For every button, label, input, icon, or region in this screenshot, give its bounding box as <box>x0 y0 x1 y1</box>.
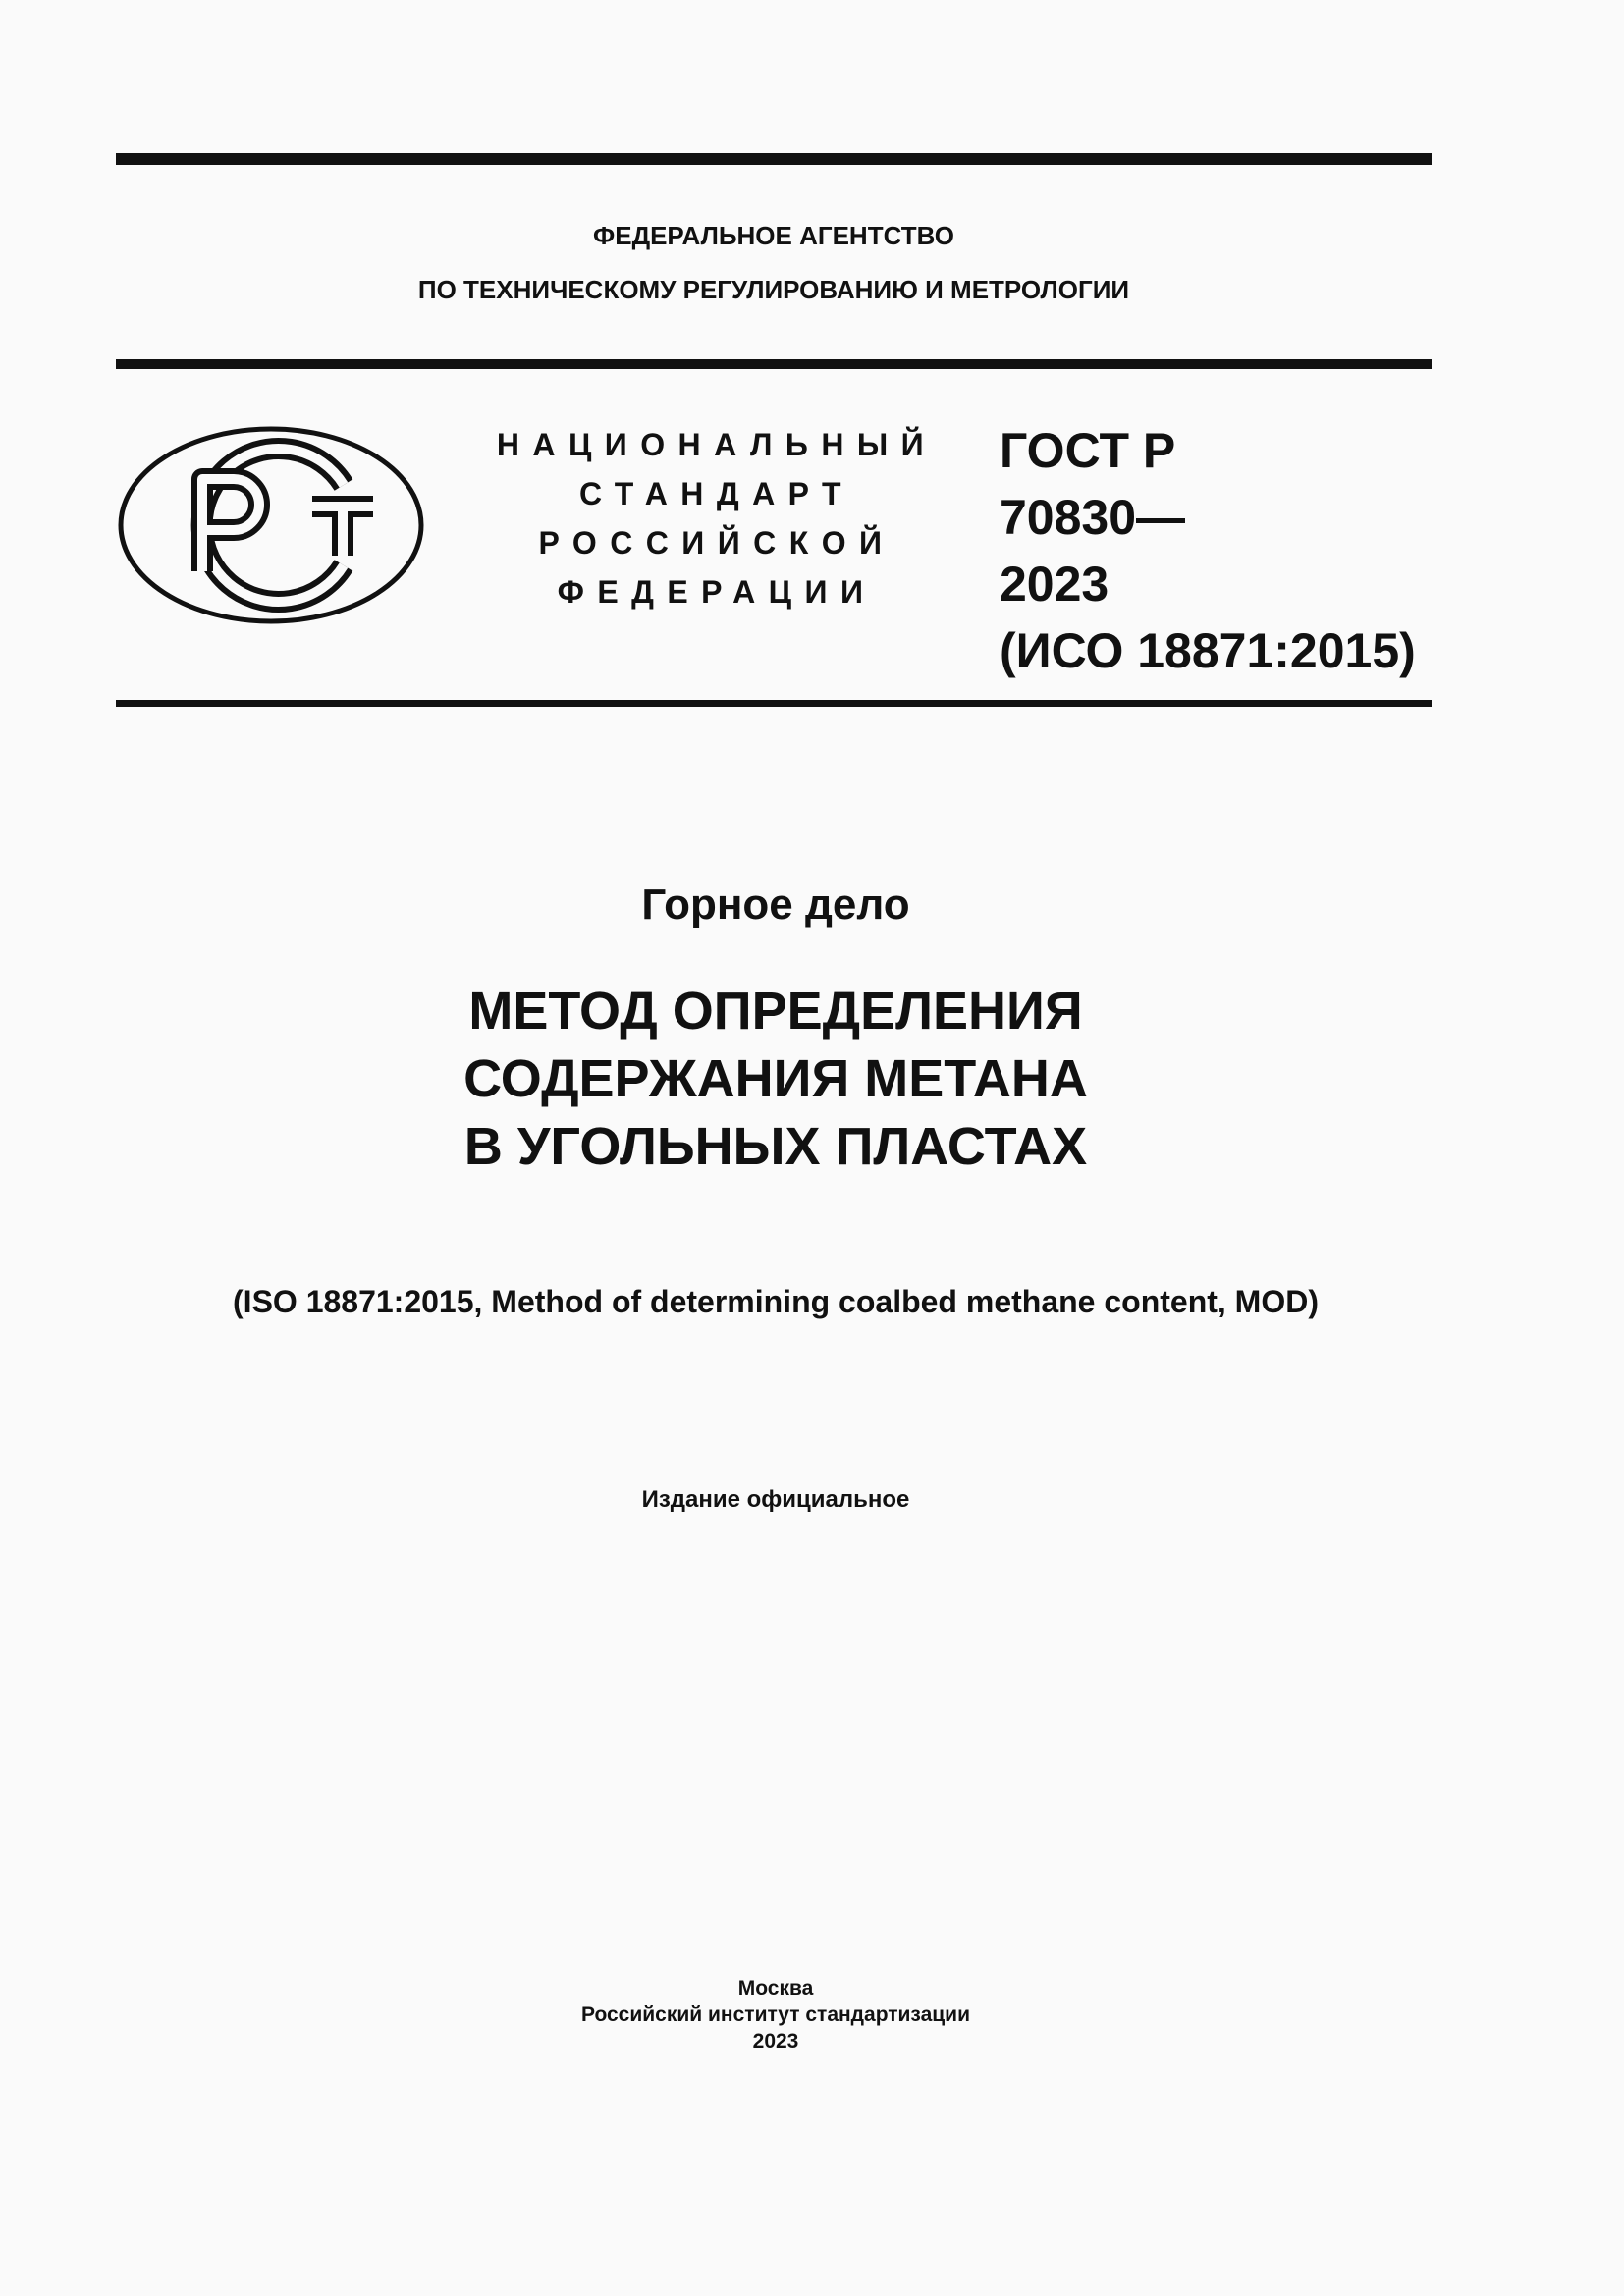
rst-logo-icon <box>116 424 426 626</box>
national-standard-line: РОССИЙСКОЙ <box>538 525 895 561</box>
agency-line-2: ПО ТЕХНИЧЕСКОМУ РЕГУЛИРОВАНИЮ И МЕТРОЛОГИИ <box>417 275 1130 304</box>
national-standard-line: ФЕДЕРАЦИИ <box>557 574 877 610</box>
document-title <box>0 978 1551 1181</box>
top-rule <box>116 153 1432 165</box>
footer-city: Москва <box>737 1977 814 2000</box>
designation-line: ГОСТ Р <box>1000 423 1176 478</box>
designation-line: (ИСО 18871:2015) <box>1000 623 1416 678</box>
national-standard-line: НАЦИОНАЛЬНЫЙ <box>496 427 938 462</box>
edition-label: Издание официальное <box>641 1486 910 1513</box>
national-standard-block <box>466 420 967 616</box>
national-standard-line: СТАНДАРТ <box>579 476 854 511</box>
footer-year: 2023 <box>752 2030 799 2053</box>
publisher-footer <box>0 1975 1551 2055</box>
title-line: В УГОЛЬНЫХ ПЛАСТАХ <box>463 1117 1088 1176</box>
footer-publisher: Российский институт стандартизации <box>580 2003 971 2026</box>
designation-rule <box>116 700 1432 707</box>
header-rule <box>116 359 1432 369</box>
title-line: МЕТОД ОПРЕДЕЛЕНИЯ <box>468 982 1083 1041</box>
standard-designation <box>1000 417 1416 684</box>
designation-line: 70830— <box>1000 490 1186 545</box>
document-subtitle: Горное дело <box>641 881 910 929</box>
title-line: СОДЕРЖАНИЯ МЕТАНА <box>463 1049 1088 1108</box>
iso-reference: (ISO 18871:2015, Method of determining coalbed methane content, MOD) <box>233 1284 1319 1319</box>
designation-line: 2023 <box>1000 557 1110 612</box>
agency-line-1: ФЕДЕРАЛЬНОЕ АГЕНТСТВО <box>593 221 954 250</box>
